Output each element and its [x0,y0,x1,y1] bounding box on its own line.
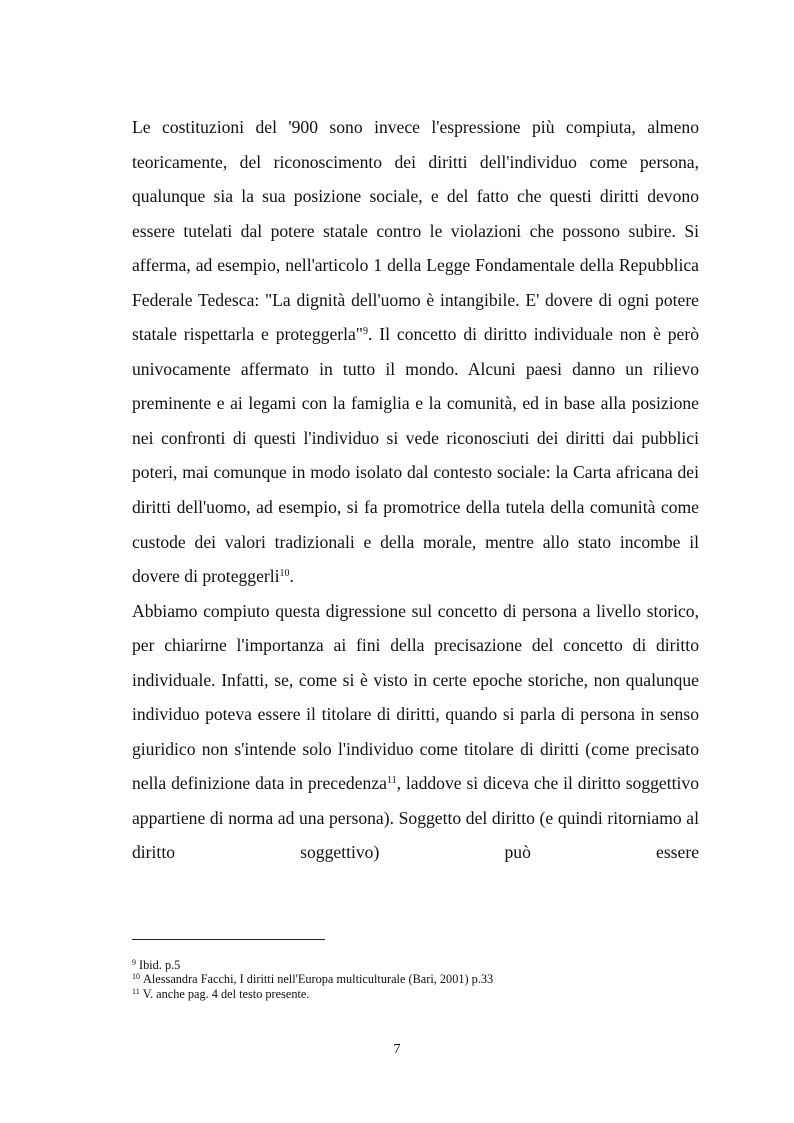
page-number: 7 [393,1042,401,1057]
paragraph-2-text-a: Abbiamo compiuto questa digressione sul concetto di persona a livello storico, per chiarirne l'importanza ai fini della precisazione del concetto di diritto individuale. Infatti, se, come si è visto in certe epoche storiche, non qualunque individuo poteva essere il titolare di diritti, quando si parla di persona in senso giuridico non s'intende solo l'individuo come titolare di diritti (come precisato nella definizione data in precedenza [132,600,699,794]
footnote-mark: 10 [132,972,140,982]
footnote-text: Alessandra Facchi, I diritti nell'Europa multiculturale (Bari, 2001) p.33 [143,972,494,987]
paragraph-1-text-c: . [289,566,294,587]
paragraph-2-text-b: , laddove si diceva che il diritto soggettivo appartiene di norma ad una persona). Soggetto del diritto (e quindi ritorniamo al diritto soggettivo) può essere [132,773,699,863]
footnote-9 [132,958,692,972]
footnote-ref-10[interactable]: 10 [279,568,290,580]
paragraph-2 [132,594,699,870]
footnote-mark: 9 [132,958,136,967]
footnote-ref-11[interactable]: 11 [386,775,397,787]
footnote-mark: 11 [132,986,140,996]
footnote-10 [132,972,692,986]
footnote-text: Ibid. p.5 [139,958,181,972]
paragraph-1 [132,110,699,594]
footnote-11 [132,987,692,1001]
paragraph-1-text-b: . Il concetto di diritto individuale non è però univocamente affermato in tutto il mondo. Alcuni paesi danno un rilievo preminente e ai legami con la famiglia e la comunità, ed in base alla posizione nei confronti di questi l'individuo si vede riconosciuti dei diritti dai pubblici poteri, mai comunque in modo isolato dal contesto sociale: la Carta africana dei diritti dell'uomo, ad esempio, si fa promotrice della tutela della comunità come custode dei valori tradizionali e della morale, mentre allo stato incombe il dovere di proteggerli [132,324,700,587]
footnote-separator [132,939,325,940]
footnote-ref-9[interactable]: 9 [363,326,368,338]
paragraph-1-text-a: Le costituzioni del '900 sono invece l'espressione più compiuta, almeno teoricamente, del riconoscimento dei diritti dell'individuo come persona, qualunque sia la sua posizione sociale, e del fatto che questi diritti devono essere tutelati dal potere statale contro le violazioni che possono subire. Si afferma, ad esempio, nell'articolo 1 della Legge Fondamentale della Repubblica Federale Tedesca: "La dignità dell'uomo è intangibile. E' dovere di ogni potere statale rispettarla e proteggerla" [132,117,699,345]
main-text [132,110,699,870]
footnotes [132,958,692,1001]
footnote-text: V. anche pag. 4 del testo presente. [142,986,310,1001]
